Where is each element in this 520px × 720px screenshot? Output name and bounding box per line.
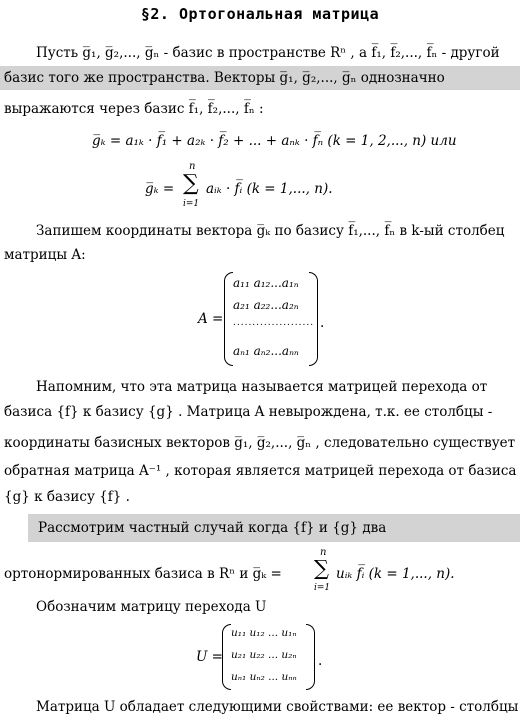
matrix-a-row-3: ..................... bbox=[233, 318, 315, 328]
para4-sum-top: n bbox=[320, 547, 327, 558]
para3-line2: базиса {f} к базису {g} . Матрица A невырождена, т.к. ее столбцы - bbox=[4, 404, 493, 420]
matrix-u-left-paren bbox=[222, 624, 231, 690]
eq2-sum-bottom: i=1 bbox=[183, 199, 200, 209]
para2-line1: Запишем координаты вектора g̅ₖ по базису f̅₁,..., f̅ₙ в k-ый столбец bbox=[36, 223, 505, 239]
para5-line1: Обозначим матрицу перехода U bbox=[36, 599, 267, 615]
para4-line2-rhs: uᵢₖ f̅ᵢ (k = 1,..., n). bbox=[336, 566, 455, 582]
para6-line1: Матрица U обладает следующими свойствами: ее вектор - столбцы bbox=[36, 699, 519, 715]
matrix-u-row-1: u₁₁ u₁₂ ... u₁ₙ bbox=[231, 627, 297, 639]
para4-line2: ортонормированных базиса в Rⁿ и g̅ₖ = bbox=[4, 566, 282, 582]
equation-1: g̅ₖ = a₁ₖ · f̅₁ + a₂ₖ · f̅₂ + ... + aₙₖ · f̅ₙ (k = 1, 2,..., n) или bbox=[92, 133, 457, 149]
para4-line1: Рассмотрим частный случай когда {f} и {g} два bbox=[38, 520, 387, 536]
matrix-a-row-2: a₂₁ a₂₂...a₂ₙ bbox=[233, 298, 299, 312]
matrix-a-row-4: aₙ₁ aₙ₂...aₙₙ bbox=[233, 344, 299, 358]
para3-line1: Напомним, что эта матрица называется матрицей перехода от bbox=[36, 379, 488, 395]
para4-sum-bottom: i=1 bbox=[314, 583, 331, 593]
matrix-u-end: . bbox=[318, 653, 323, 669]
eq2-sum-top: n bbox=[189, 161, 196, 172]
matrix-u-right-paren bbox=[306, 624, 315, 690]
para1-line1: Пусть g̅₁, g̅₂,..., g̅ₙ - базис в пространстве Rⁿ , а f̅₁, f̅₂,..., f̅ₙ - другой bbox=[36, 45, 500, 61]
para2-line2: матрицы A: bbox=[4, 247, 86, 263]
para1-line3: выражаются через базис f̅₁, f̅₂,..., f̅ₙ : bbox=[4, 101, 264, 117]
equation-2-lhs: g̅ₖ = bbox=[145, 181, 175, 197]
eq2-sum-sign: ∑ bbox=[183, 171, 199, 196]
para1-line2: базис того же пространства. Векторы g̅₁, g̅₂,..., g̅ₙ однозначно bbox=[4, 70, 445, 86]
matrix-a-left-paren bbox=[224, 272, 233, 366]
para3-line4: обратная матрица A⁻¹ , которая является матрицей перехода от базиса bbox=[4, 463, 517, 479]
matrix-u-row-2: u₂₁ u₂₂ ... u₂ₙ bbox=[231, 649, 297, 661]
matrix-a-row-1: a₁₁ a₁₂...a₁ₙ bbox=[233, 276, 299, 290]
para4-sum-sign: ∑ bbox=[314, 556, 329, 580]
matrix-a-end: . bbox=[320, 315, 325, 331]
para3-line3: координаты базисных векторов g̅₁, g̅₂,..., g̅ₙ , следовательно существует bbox=[4, 435, 516, 451]
equation-2-rhs: aᵢₖ · f̅ᵢ (k = 1,..., n). bbox=[206, 181, 333, 197]
para3-line5: {g} к базису {f} . bbox=[4, 489, 130, 505]
page-title: §2. Ортогональная матрица bbox=[140, 5, 380, 23]
matrix-u-label: U = bbox=[196, 649, 223, 665]
matrix-u-row-3: uₙ₁ uₙ₂ ... uₙₙ bbox=[231, 671, 297, 683]
matrix-a-right-paren bbox=[309, 272, 318, 366]
matrix-a-label: A = bbox=[198, 311, 224, 327]
